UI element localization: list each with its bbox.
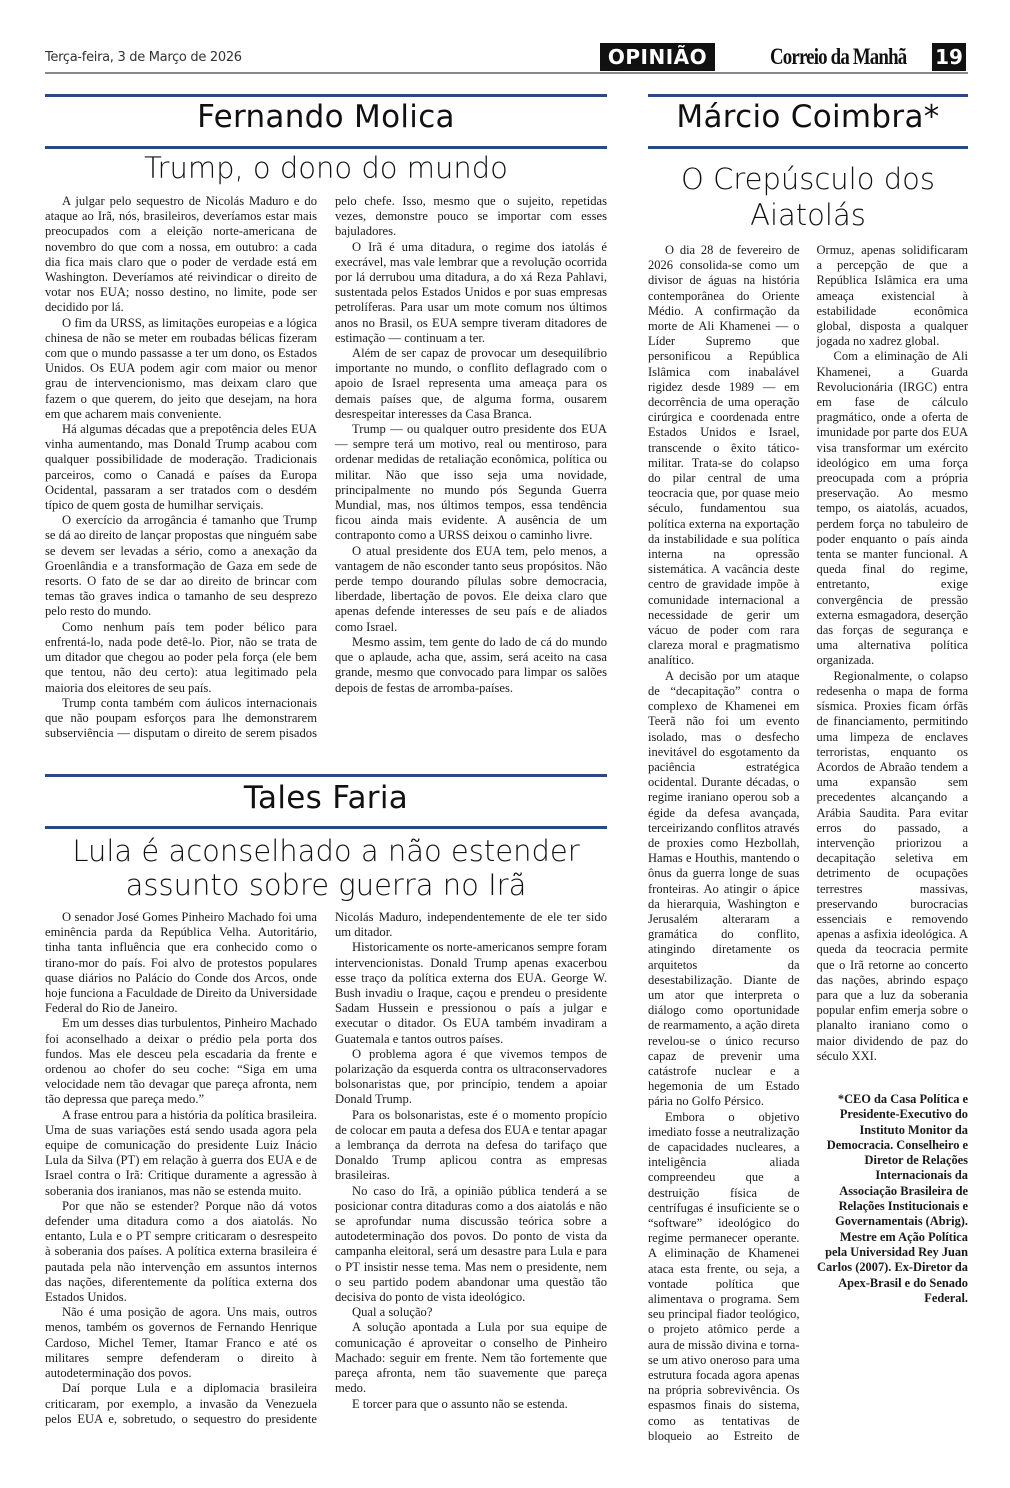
page-number: 19 <box>932 43 966 71</box>
article-headline: Trump, o dono do mundo <box>144 151 508 185</box>
article-paragraph: Regionalmente, o colapso redesenha o mapa de forma sísmica. Proxies ficam órfãs de financiamento, permitindo uma limpeza de enclaves terroristas, enquanto os Acordos de Abraão tendem a uma expansão sem precedentes alcançando a Arábia Saudita. Para evitar erros do passado, a intervenção priorizou a decapitação seletiva em detrimento de ocupações terrestres massivas, preservando burocracias essenciais e removendo apenas a asfixia ideológica. A queda da teocracia permite que o Irã retorne ao concerto das nações, abrindo espaço para que a luz da soberania popular enfim emerja sobre o planalto iraniano como o maior dividendo de paz do século XXI. <box>816 668 968 1063</box>
author-rule-top <box>45 94 607 97</box>
author-rule-top <box>648 94 968 97</box>
article-paragraph: Não é uma posição de agora. Uns mais, outros menos, também os governos de Fernando Henrique Cardoso, Michel Temer, Itamar Franco e até os militares sempre defenderam o direito à autodeterminação dos povos. <box>45 1305 317 1381</box>
article-headline: Lula é aconselhado a não estender assunto sobre guerra no Irã <box>72 834 580 902</box>
article-paragraph: O problema agora é que vivemos tempos de polarização da esquerda contra os ultraconservadores bolsonaristas que, por princípio, tendem a apoiar Donald Trump. <box>335 1046 607 1107</box>
article-paragraph: No caso do Irã, a opinião pública tenderá a se posicionar contra ditaduras como a dos aiatolás e não se aprofundar numa discussão teórica sobre a autodeterminação dos povos. Do ponto de vista da campanha eleitoral, será um desastre para Lula e para o PT insistir nesse tema. Mas nem o presidente, nem o seu partido podem abandonar uma questão tão decisiva do ponto de vista ideológico. <box>335 1183 607 1305</box>
article-paragraph: A solução apontada a Lula por sua equipe de comunicação é aproveitar o conselho de Pinheiro Machado: seguir em frente. Nem tão fortemente que pareça afronta, nem tão suavemente que pareça medo. <box>335 1320 607 1396</box>
author-name: Fernando Molica <box>197 99 455 135</box>
article-paragraph: O fim da URSS, as limitações europeias e a lógica chinesa de não se meter em roubadas bélicas fizeram com que o mundo passasse a ter um dono, os Estados Unidos. Os EUA podem agir com maior ou menor grau de intervencionismo, mas deixam claro que fazem o que querem, do jeito que desejam, na hora em que acharem mais conveniente. <box>45 315 317 421</box>
article-paragraph: Trump — ou qualquer outro presidente dos EUA — sempre terá um motivo, real ou mentiroso, para ordenar medidas de retaliação econômica, política ou militar. Não que isso seja uma novidade, principalmente no mundo pós Segunda Guerra Mundial, mas, nos últimos tempos, essa tendência ficou ainda mais evidente. A ausência de um contraponto como a URSS deixou o caminho livre. <box>335 422 607 543</box>
issue-date: Terça-feira, 3 de Março de 2026 <box>45 50 242 65</box>
article-paragraph: O senador José Gomes Pinheiro Machado foi uma eminência parda da República Velha. Autoritário, tinha tanta influência que era conhecido como o tirano-mor do país. Foi alvo de protestos populares quase diários no Palácio do Conde dos Arcos, onde hoje funciona a Faculdade de Direito da Universidade Federal do Rio de Janeiro. <box>45 910 317 1016</box>
article-paragraph: Embora o objetivo imediato fosse a neutralização de capacidades nucleares, a inteligência aliada compreendeu que a destruição física de centrífugas é insuficiente se o “software” ideológico do regime permanecer operante. A eliminação de Khamenei ataca esta frente, ou seja, a vontade política que alimentava o programa. Sem seu principal fiador teológico, o projeto atômico perde a aura de missão divina e torna-se um ativo oneroso para uma estrutura focada agora apenas na própria sobrevivência. Os espasmos finais do sistema, como as tentativas de bloqueio ao Estreito de Ormuz, apenas solidificaram a percepção de que a República Islâmica era uma ameaça existencial à estabilidade econômica global, disposta a qualquer jogada no xadrez global. <box>648 243 968 1443</box>
article-paragraph: Mesmo assim, tem gente do lado de cá do mundo que o aplaude, acha que, assim, será aceito na casa grande, mesmo que convocado para limpar os salões depois de festas de arromba-países. <box>335 634 607 695</box>
article-paragraph: A julgar pelo sequestro de Nicolás Maduro e do ataque ao Irã, nós, brasileiros, deveríamos estar mais preocupados com a eleição norte-americana de novembro do que com a nossa, em outubro: a cada dia fica mais claro que o poder de verdade está em Washington. Deveríamos até reivindicar o direito de votar nos EUA; nosso destino, no limite, pode ser decidido por lá. <box>45 194 317 315</box>
author-rule-bottom <box>45 146 607 149</box>
author-bio-footnote: *CEO da Casa Política e Presidente-Executivo do Instituto Monitor da Democracia. Conselheiro e Diretor de Relações Internacionais da Associação Brasileira de Relações Institucionais e Governamentais (Abrig). Mestre em Ação Política pela Universidad Rey Juan Carlos (2007). Ex-Diretor da Apex-Brasil e do Senado Federal. <box>817 1091 968 1305</box>
article-paragraph: A decisão por um ataque de “decapitação” contra o complexo de Khamenei em Teerã não foi um evento isolado, mas o desfecho inevitável do esgotamento da paciência estratégica ocidental. Durante décadas, o regime iraniano operou sob a égide da defesa avançada, terceirizando conflitos através de proxies como Hezbollah, Hamas e Houthis, mantendo o ônus da guerra longe de suas fronteiras. Ao atingir o ápice da hierarquia, Washington e Jerusalém alteraram a gramática do conflito, atingindo diretamente os arquitetos da desestabilização. Diante de um ator que interpreta o diálogo como oportunidade de rearmamento, a ação direta revelou-se o único recurso capaz de prevenir uma catástrofe nuclear e a hegemonia de um Estado pária no Golfo Pérsico. <box>648 668 800 1109</box>
article-paragraph: A frase entrou para a história da política brasileira. Uma de suas variações está sendo usada agora pela equipe de comunicação do presidente Luiz Inácio Lula da Silva (PT) em relação à guerra dos EUA e de Israel contra o Irã: Critique duramente a agressão à soberania dos iranianos, mas não se estenda muito. <box>45 1107 317 1198</box>
article-paragraph: Qual a solução? <box>352 1305 433 1320</box>
author-name: Tales Faria <box>243 780 409 816</box>
author-name: Márcio Coimbra* <box>676 99 940 135</box>
article-paragraph: Por que não se estender? Porque não dá votos defender uma ditadura como a dos aiatolás. No entanto, Lula e o PT sempre criticaram o desrespeito à soberania dos países. A política externa brasileira é pautada pela não intervenção em assuntos internos das nações, diferentemente da política externa dos Estados Unidos. <box>45 1198 317 1305</box>
header-divider <box>45 72 968 74</box>
article-paragraph: O atual presidente dos EUA tem, pelo menos, a vantagem de não esconder tanto seus propósitos. Não perde tempo dourando pílulas sobre democracia, liberdade, libertação de povos. Ele deixa claro que apenas defende interesses de seu país e de aliados como Israel. <box>335 543 607 634</box>
article-headline: O Crepúsculo dos Aiatolás <box>681 162 935 232</box>
article-paragraph: Como nenhum país tem poder bélico para enfrentá-lo, nada pode detê-lo. Pior, não se trata de um ditador que chegou ao poder pela força (ele bem que tentou, não deu certo): atua legitimado pela maioria dos eleitores de seu país. <box>45 619 317 695</box>
section-label: OPINIÃO <box>600 43 715 71</box>
article-paragraph: O Irã é uma ditadura, o regime dos iatolás é execrável, mas vale lembrar que a revolução ocorrida por lá derrubou uma ditadura, a do xá Reza Pahlavi, sustentada pelos Estados Unidos e por suas empresas petrolíferas. Para usar um mote comum nos últimos anos no Brasil, os EUA sempre tiveram ditadores de estimação — continuam a ter. <box>335 239 607 345</box>
article-paragraph: Em um desses dias turbulentos, Pinheiro Machado foi aconselhado a deixar o prédio pela porta dos fundos. Mas ele desceu pela escadaria da frente e ordenou ao chofer do seu coche: “Siga em uma velocidade nem tão devagar que pareça afronta, nem tão depressa que pareça medo.” <box>45 1016 317 1107</box>
author-rule-top <box>45 774 607 777</box>
author-rule-bottom <box>45 826 607 829</box>
article-paragraph: Para os bolsonaristas, este é o momento propício de colocar em pauta a defesa dos EUA e tentar apagar a lembrança da derrota na defesa do tarifaço que Donaldo Trump aplicou contra as empresas brasileiras. <box>335 1107 607 1183</box>
article-paragraph: E torcer para que o assunto não se estenda. <box>352 1396 568 1411</box>
article-body <box>648 243 968 1453</box>
article-paragraph: Trump conta também com áulicos internacionais que não poupam esforços para lhe demonstrarem subserviência — disputam o direito de serem pisados pelo chefe. Isso, mesmo que o sujeito, repetidas vezes, demonstre pouco se importar com esses bajuladores. <box>45 194 607 741</box>
article-paragraph: Há algumas décadas que a prepotência deles EUA vinha aumentando, mas Donald Trump acabou com qualquer possibilidade de moderação. Tradicionais parceiros, como o Canadá e países da Europa Ocidental, passaram a ser tratados com o desdém típico de quem gosta de humilhar serviçais. <box>45 422 317 513</box>
article-paragraph: Com a eliminação de Ali Khamenei, a Guarda Revolucionária (IRGC) entra em fase de cálculo pragmático, onde a oferta de imunidade por parte dos EUA visa transformar um exército ideológico em uma força preocupada com a própria preservação. Ao mesmo tempo, os aiatolás, acuados, perdem força no tabuleiro de poder enquanto o país ainda tenta se manter funcional. A queda final do regime, entretanto, exige convergência de pressão externa esmagadora, deserção das forças de segurança e uma alternativa política organizada. <box>816 349 968 668</box>
article-paragraph: Além de ser capaz de provocar um desequilíbrio importante no mundo, o conflito deflagrado com o apoio de Israel representa uma ameaça para os demais países que, de alguma forma, ousarem desrespeitar interesses da Casa Branca. <box>335 346 607 421</box>
article-paragraph: Historicamente os norte-americanos sempre foram intervencionistas. Donald Trump apenas exacerbou esse traço da política externa dos EUA. George W. Bush invadiu o Iraque, caçou e prendeu o presidente Sadam Hussein e pressionou o país a julgar e executar o ditador. Os EUA também invadiram a Guatemala e tantos outros países. <box>335 940 607 1046</box>
newspaper-logo: Correio da Manhã <box>770 44 907 69</box>
article-paragraph: Daí porque Lula e a diplomacia brasileira criticaram, por exemplo, a invasão da Venezuela pelos EUA e, sobretudo, o sequestro do presidente Nicolás Maduro, independentemente de ele ter sido um ditador. <box>45 910 607 1426</box>
article-body <box>45 910 607 1450</box>
article-body <box>45 194 607 754</box>
article-paragraph: O dia 28 de fevereiro de 2026 consolida-se como um divisor de águas na história contemporânea do Oriente Médio. A confirmação da morte de Ali Khamenei — o Líder Supremo que personificou a República Islâmica com inabalável rigidez desde 1989 — em decorrência de uma operação cirúrgica e coordenada entre Estados Unidos e Israel, transcende o êxito tático-militar. Trata-se do colapso do pilar central de uma teocracia que, por quase meio século, fundamentou sua política externa na exportação da instabilidade e sua política interna na opressão sistemática. A vacância deste centro de gravidade impõe à comunidade internacional a necessidade de gerir um vácuo de poder com rara clareza moral e pragmatismo analítico. <box>648 243 800 668</box>
author-rule-bottom <box>648 146 968 149</box>
article-paragraph: O exercício da arrogância é tamanho que Trump se dá ao direito de lançar propostas que ninguém sabe se devem ser levadas a sério, como a anexação da Groenlândia e a transformação de Gaza em sede de resorts. O fato de se dar ao direito de brincar com temas tão graves indica o tamanho de seu desprezo pelo resto do mundo. <box>45 513 317 619</box>
